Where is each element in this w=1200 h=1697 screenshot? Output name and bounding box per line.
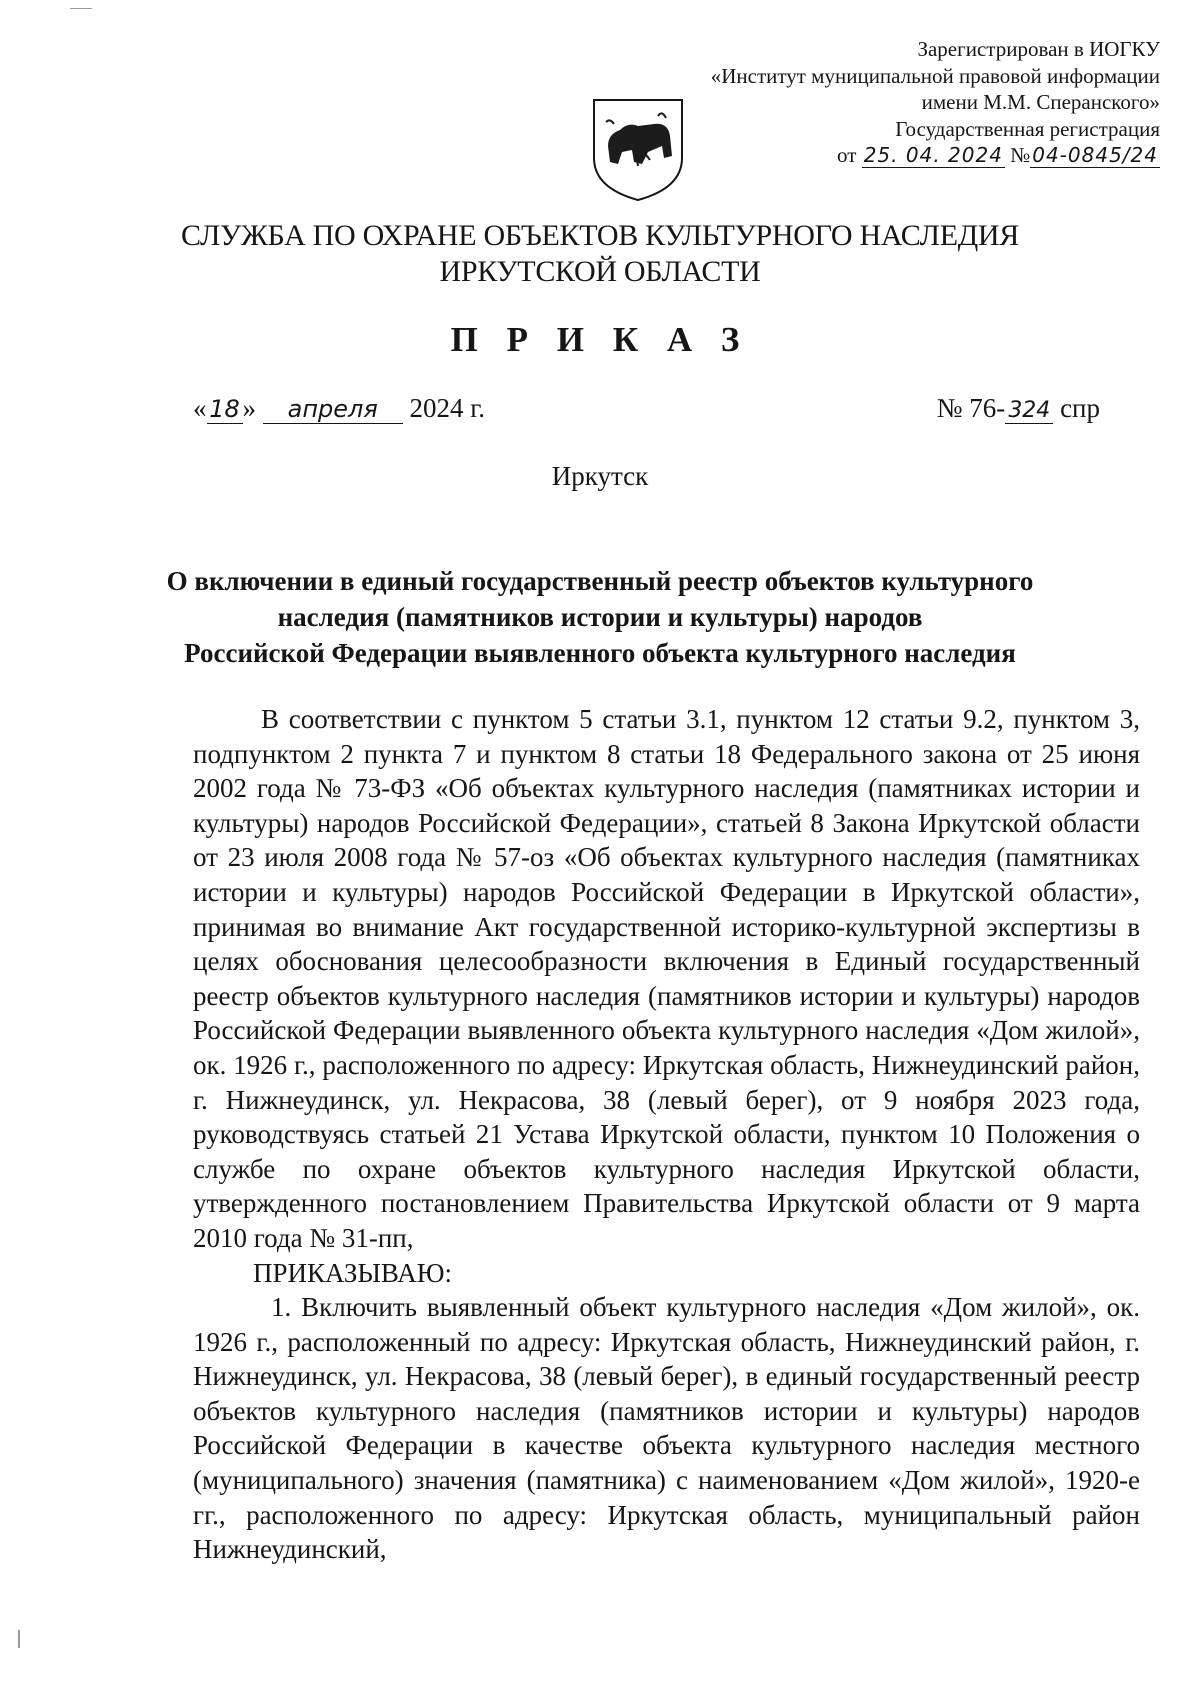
date-open-quote: « bbox=[193, 393, 207, 423]
registration-line: «Институт муниципальной правовой информации bbox=[710, 63, 1160, 88]
registration-stamp bbox=[711, 36, 1160, 169]
registration-line: Государственная регистрация bbox=[895, 116, 1160, 141]
irkutsk-coat-of-arms-icon bbox=[588, 96, 688, 204]
order-number-prefix: № 76- bbox=[936, 393, 1006, 423]
registration-number-line bbox=[711, 142, 1160, 169]
heading-line: Российской Федерации выявленного объекта культурного наследия bbox=[184, 638, 1016, 668]
date-month-handwritten: апреля bbox=[263, 395, 403, 424]
agency-line: СЛУЖБА ПО ОХРАНЕ ОБЪЕКТОВ КУЛЬТУРНОГО НАСЛЕДИЯ bbox=[181, 219, 1019, 252]
scan-artifact bbox=[70, 8, 92, 9]
scan-artifact bbox=[18, 1630, 20, 1648]
registration-number-label: № bbox=[1010, 143, 1031, 167]
registration-number-handwritten: 04-0845/24 bbox=[1032, 143, 1158, 167]
order-body bbox=[193, 702, 1140, 1567]
order-number-handwritten: 324 bbox=[1005, 398, 1053, 424]
city-name: Иркутск bbox=[551, 461, 649, 491]
date-year: 2024 г. bbox=[409, 393, 486, 423]
agency-name bbox=[0, 218, 1200, 290]
preamble-paragraph: В соответствии с пунктом 5 статьи 3.1, пунктом 12 статьи 9.2, пунктом 3, подпунктом 2 пункта 7 и пунктом 8 статьи 18 Федерального закона от 25 июня 2002 года № 73-ФЗ «Об объектах культурного наследия (памятниках истории и культуры) народов Российской Федерации», статьей 8 Закона Иркутской области от 23 июля 2008 года № 57-оз «Об объектах культурного наследия (памятниках истории и культуры) народов Российской Федерации в Иркутской области», принимая во внимание Акт государственной историко-культурной экспертизы в целях обоснования целесообразности включения в Единый государственный реестр объектов культурного наследия (памятников истории и культуры) народов Российской Федерации выявленного объекта культурного наследия «Дом жилой», ок. 1926 г., расположенного по адресу: Иркутская область, Нижнеудинский район, г. Нижнеудинск, ул. Некрасова, 38 (левый берег), от 9 ноября 2023 года, руководствуясь статьей 21 Устава Иркутской области, пунктом 10 Положения о службе по охране объектов культурного наследия Иркутской области, утвержденного постановлением Правительства Иркутской области от 9 марта 2010 года № 31-пп, bbox=[193, 704, 1140, 1253]
order-number-suffix: спр bbox=[1060, 393, 1100, 423]
date-close-quote: » bbox=[242, 393, 256, 423]
order-item-1: 1. Включить выявленный объект культурного наследия «Дом жилой», ок. 1926 г., расположенный по адресу: Иркутская область, Нижнеудинский район, г. Нижнеудинск, ул. Некрасова, 38 (левый берег), в единый государственный реестр объектов культурного наследия (памятников истории и культуры) народов Российской Федерации в качестве объекта культурного наследия местного (муниципального) значения (памятника) с наименованием «Дом жилой», 1920-е гг., расположенного по адресу: Иркутская область, муниципальный район Нижнеудинский, bbox=[193, 1292, 1140, 1565]
registration-line: Зарегистрирован в ИОГКУ bbox=[917, 37, 1160, 61]
agency-line: ИРКУТСКОЙ ОБЛАСТИ bbox=[439, 255, 761, 288]
heading-line: наследия (памятников истории и культуры) народов bbox=[277, 602, 923, 632]
registration-date-handwritten: 25. 04. 2024 bbox=[863, 143, 1003, 167]
order-word: ПРИКАЗЫВАЮ: bbox=[253, 1257, 452, 1288]
order-number bbox=[937, 393, 1100, 424]
heading-line: О включении в единый государственный реестр объектов культурного bbox=[166, 566, 1034, 596]
order-date bbox=[193, 393, 485, 424]
document-type-title: П Р И К А З bbox=[450, 320, 750, 359]
date-day-handwritten: 18 bbox=[207, 395, 243, 424]
order-heading bbox=[150, 563, 1050, 671]
registration-from-label: от bbox=[837, 143, 857, 167]
registration-line: имени М.М. Сперанского» bbox=[921, 90, 1160, 114]
